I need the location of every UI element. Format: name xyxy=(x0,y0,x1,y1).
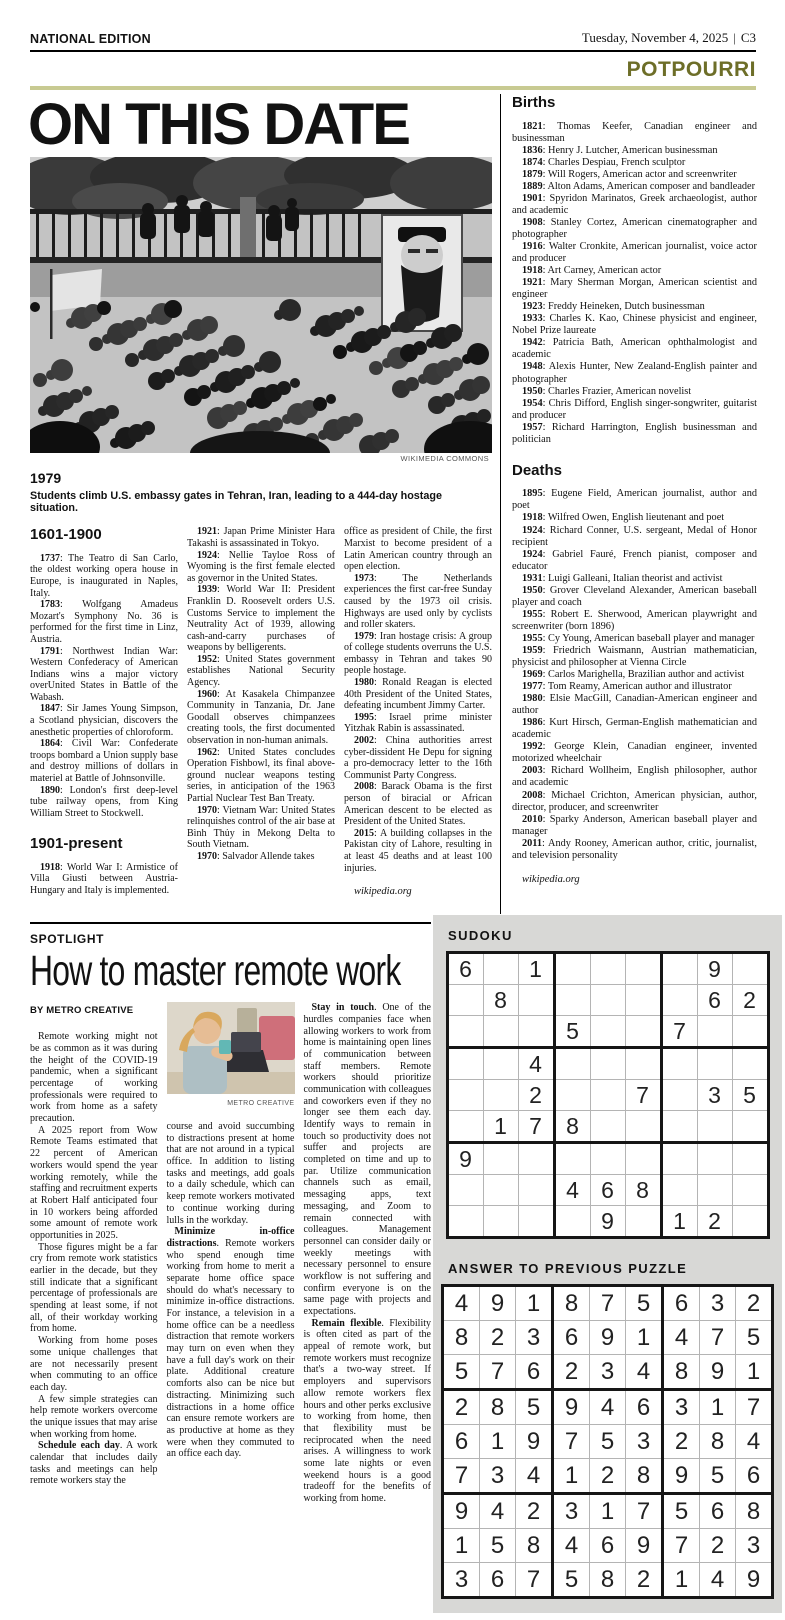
birth-entry: 1933: Charles K. Kao, Chinese physicist and engineer, Nobel Prize laureate xyxy=(512,313,757,337)
sudoku-cell xyxy=(590,1111,625,1143)
article-paragraph: A few simple strategies can help remote workers overcome the unique issues that may arise when working from home. xyxy=(30,1393,158,1440)
death-entry: 1977: Tom Reamy, American author and illustrator xyxy=(522,681,732,693)
sudoku-cell: 9 xyxy=(697,953,732,985)
sudoku-cell: 9 xyxy=(590,1206,625,1238)
sudoku-cell xyxy=(483,953,518,985)
death-entry: 2010: Sparky Anderson, American baseball player and manager xyxy=(512,813,757,837)
death-entry: 2008: Michael Crichton, American physician, author, director, producer, and screenwriter xyxy=(512,789,757,813)
sudoku-cell: 9 xyxy=(626,1529,663,1563)
sudoku-cell xyxy=(625,1048,661,1080)
death-entry: 1918: Wilfred Owen, English lieutenant and poet xyxy=(522,512,725,524)
birth-entry: 1921: Mary Sherman Morgan, American scientist and engineer xyxy=(512,277,757,301)
sudoku-cell: 5 xyxy=(732,1080,768,1111)
sudoku-cell: 9 xyxy=(663,1459,700,1494)
sudoku-cell: 6 xyxy=(516,1355,553,1390)
spotlight-text-1 xyxy=(30,1031,158,1487)
sudoku-cell: 2 xyxy=(736,1286,773,1321)
births-heading: Births xyxy=(512,94,556,111)
sudoku-cell: 8 xyxy=(663,1355,700,1390)
sudoku-cell xyxy=(625,1143,661,1175)
article-paragraph: Schedule each day. A work calendar that includes daily tasks and meetings can help remote workers stay the xyxy=(30,1440,158,1487)
sudoku-cell: 7 xyxy=(663,1529,700,1563)
event-entry: 1980: Ronald Reagan is elected 40th President of the United States, defeating incumbent Jimmy Carter. xyxy=(344,677,492,712)
birth-entry: 1836: Henry J. Lutcher, American businessman xyxy=(522,144,718,156)
birth-entry: 1916: Walter Cronkite, American journalist, voice actor and producer xyxy=(512,241,757,265)
spotlight-text-2 xyxy=(167,1121,295,1460)
article-paragraph: Those figures might be a far cry from remote work statistics earlier in the decade, but they still indicate that a significant percentage of professionals are spending at least some, if not all, of their workday working from home. xyxy=(30,1241,158,1335)
on-this-date-section xyxy=(28,92,492,934)
sudoku-cell: 3 xyxy=(553,1494,590,1529)
sudoku-answer-grid xyxy=(441,1284,774,1599)
embassy-photo-illustration xyxy=(30,157,492,453)
event-entry: 1979: Iran hostage crisis: A group of college students overruns the U.S. embassy in Tehran and takes 90 people hostage. xyxy=(344,630,492,677)
sudoku-cell xyxy=(625,1016,661,1048)
sudoku-cell: 4 xyxy=(553,1529,590,1563)
sudoku-cell: 5 xyxy=(553,1563,590,1598)
sudoku-cell xyxy=(554,953,590,985)
sudoku-cell xyxy=(625,1111,661,1143)
birth-entry: 1879: Will Rogers, American actor and screenwriter xyxy=(522,168,737,180)
sudoku-cell: 6 xyxy=(443,1425,480,1459)
death-entry: 2011: Andy Rooney, American author, critic, journalist, and television personality xyxy=(512,837,757,861)
spotlight-section xyxy=(30,932,431,1614)
sudoku-cell xyxy=(483,1143,518,1175)
sudoku-cell xyxy=(732,953,768,985)
sudoku-cell xyxy=(518,1206,554,1238)
sudoku-cell: 2 xyxy=(480,1321,516,1355)
source-attribution: wikipedia.org xyxy=(354,886,412,898)
birth-entry: 1957: Richard Harrington, English businessman and politician xyxy=(512,421,757,445)
sudoku-cell: 4 xyxy=(443,1286,480,1321)
sudoku-cell: 2 xyxy=(443,1390,480,1425)
sudoku-cell xyxy=(661,1111,697,1143)
sudoku-cell xyxy=(554,1080,590,1111)
spotlight-headline: How to master remote work xyxy=(30,947,401,995)
spotlight-column-1 xyxy=(30,1002,158,1614)
sudoku-cell xyxy=(518,1175,554,1206)
sudoku-cell: 2 xyxy=(518,1080,554,1111)
sudoku-cell xyxy=(661,1175,697,1206)
sudoku-cell xyxy=(590,1143,625,1175)
sudoku-cell: 1 xyxy=(663,1563,700,1598)
event-entry: 1962: United States concludes Operation Fishbowl, its final above-ground nuclear weapons testing series, in anticipation of the 1963 Partial Nuclear Test Ban Treaty. xyxy=(187,746,335,805)
sudoku-cell: 8 xyxy=(483,985,518,1016)
sudoku-cell xyxy=(625,953,661,985)
sudoku-cell: 4 xyxy=(700,1563,736,1598)
page-number: C3 xyxy=(740,30,756,45)
sudoku-cell: 3 xyxy=(663,1390,700,1425)
sudoku-cell: 6 xyxy=(700,1494,736,1529)
section-title: POTPOURRI xyxy=(626,58,756,81)
spotlight-rule xyxy=(30,922,431,924)
otd-column-1 xyxy=(30,526,178,934)
event-entry: 1995: Israel prime minister Yitzhak Rabin is assassinated. xyxy=(344,711,492,735)
sudoku-cell: 3 xyxy=(443,1563,480,1598)
sudoku-cell: 2 xyxy=(697,1206,732,1238)
event-entry: 1973: The Netherlands experiences the first car-free Sunday caused by the 1973 oil crisis. Highways are used only by cyclists and roller skaters. xyxy=(344,572,492,631)
sudoku-cell: 4 xyxy=(736,1425,773,1459)
sudoku-cell: 5 xyxy=(554,1016,590,1048)
sudoku-cell: 6 xyxy=(447,953,483,985)
death-entry: 1924: Richard Conner, U.S. sergeant, Medal of Honor recipient xyxy=(512,524,757,548)
sudoku-cell: 7 xyxy=(443,1459,480,1494)
births-list xyxy=(512,121,757,446)
sudoku-title: SUDOKU xyxy=(448,928,513,943)
sudoku-cell: 8 xyxy=(516,1529,553,1563)
article-paragraph: course and avoid succumbing to distractions present at home that are not around in a typical office. In addition to listing tasks and meetings, add goals to a daily schedule, which can keep remote workers motivated to continue working during lulls in the workday. xyxy=(166,1121,295,1226)
sudoku-cell: 8 xyxy=(553,1286,590,1321)
otd-column-3 xyxy=(344,526,492,934)
event-entry: 1924: Nellie Tayloe Ross of Wyoming is the first female elected as governor in the United States. xyxy=(187,549,335,584)
sudoku-cell xyxy=(554,1206,590,1238)
sudoku-cell xyxy=(661,1080,697,1111)
spotlight-column-2 xyxy=(167,1002,295,1614)
sudoku-cell xyxy=(732,1175,768,1206)
sudoku-cell: 9 xyxy=(443,1494,480,1529)
sudoku-cell xyxy=(590,1080,625,1111)
event-entry: 1864: Civil War: Confederate troops bombard a Union supply base and destroy millions of dollars in materiel at Battle of Johnsonville. xyxy=(30,738,178,785)
sudoku-cell: 1 xyxy=(518,953,554,985)
byline: BY METRO CREATIVE xyxy=(30,1005,134,1017)
spotlight-text-3 xyxy=(304,1002,432,1505)
caption-year: 1979 xyxy=(30,470,62,487)
death-entry: 1992: George Klein, Canadian engineer, invented motorized wheelchair xyxy=(512,741,757,765)
sudoku-cell xyxy=(447,1206,483,1238)
sudoku-cell xyxy=(590,1048,625,1080)
sudoku-cell: 6 xyxy=(736,1459,773,1494)
sudoku-cell: 2 xyxy=(553,1355,590,1390)
death-entry: 1955: Robert E. Sherwood, American playwright and screenwriter (born 1896) xyxy=(512,608,757,632)
event-entry: 2008: Barack Obama is the first person of biracial or African American descent to be elected as President of the United States. xyxy=(344,781,492,828)
sudoku-puzzle-grid xyxy=(446,951,770,1239)
event-entry: 2015: A building collapses in the Pakistan city of Lahore, resulting in at least 45 deaths and at least 100 injuries. xyxy=(344,827,492,874)
sudoku-cell: 8 xyxy=(443,1321,480,1355)
sudoku-cell: 9 xyxy=(736,1563,773,1598)
sudoku-cell xyxy=(732,1016,768,1048)
birth-entry: 1901: Spyridon Marinatos, Greek archaeologist, author and academic xyxy=(512,192,757,216)
sudoku-cell: 1 xyxy=(443,1529,480,1563)
sudoku-cell: 7 xyxy=(480,1355,516,1390)
death-entry: 2003: Richard Wollheim, English philosopher, author and academic xyxy=(512,765,757,789)
sudoku-cell: 1 xyxy=(626,1321,663,1355)
birth-entry: 1942: Patricia Bath, American ophthalmologist and academic xyxy=(512,337,757,361)
sudoku-cell: 9 xyxy=(516,1425,553,1459)
birth-entry: 1923: Freddy Heineken, Dutch businessman xyxy=(522,301,705,313)
sudoku-cell xyxy=(518,1143,554,1175)
sudoku-cell xyxy=(554,1048,590,1080)
sudoku-cell xyxy=(697,1175,732,1206)
sudoku-cell xyxy=(483,1048,518,1080)
sudoku-cell: 5 xyxy=(443,1355,480,1390)
sudoku-cell xyxy=(625,985,661,1016)
birth-entry: 1954: Chris Difford, English singer-songwriter, guitarist and producer xyxy=(512,397,757,421)
sudoku-panel xyxy=(433,915,782,1613)
spotlight-photo-credit: METRO CREATIVE xyxy=(227,1099,295,1107)
sudoku-cell: 1 xyxy=(516,1286,553,1321)
sudoku-cell: 6 xyxy=(626,1390,663,1425)
sudoku-cell xyxy=(483,1080,518,1111)
birth-entry: 1821: Thomas Keefer, Canadian engineer and businessman xyxy=(512,120,757,144)
on-this-date-columns xyxy=(30,526,492,934)
sudoku-cell xyxy=(447,1048,483,1080)
sudoku-cell: 5 xyxy=(736,1321,773,1355)
sudoku-cell: 4 xyxy=(516,1459,553,1494)
sudoku-cell xyxy=(518,1016,554,1048)
sudoku-cell: 9 xyxy=(480,1286,516,1321)
event-entry: 1960: At Kasakela Chimpanzee Community in Tanzania, Dr. Jane Goodall observes chimpanzees creating tools, the first documented observation in non-human animals. xyxy=(187,688,335,747)
sudoku-cell: 7 xyxy=(661,1016,697,1048)
sudoku-cell: 7 xyxy=(700,1321,736,1355)
sudoku-cell xyxy=(590,985,625,1016)
spotlight-kicker: SPOTLIGHT xyxy=(30,932,105,946)
spotlight-column-3 xyxy=(304,1002,432,1614)
event-entry: 1952: United States government establishes National Security Agency. xyxy=(187,653,335,689)
sudoku-cell: 3 xyxy=(480,1459,516,1494)
sudoku-cell: 8 xyxy=(554,1111,590,1143)
death-entry: 1955: Cy Young, American baseball player and manager xyxy=(522,632,755,644)
sudoku-cell xyxy=(697,1016,732,1048)
sudoku-cell: 1 xyxy=(480,1425,516,1459)
column-divider xyxy=(500,94,501,914)
article-paragraph: Remote working might not be as common as it was during the height of the COVID-19 pandemic, when a significant percentage of working professionals were required to work from home as a safety precaution. xyxy=(30,1031,158,1125)
event-entry: 1970: Vietnam War: United States relinquishes control of the air base at Bình Thủy in Mekong Delta to South Vietnam. xyxy=(187,804,335,851)
sudoku-cell: 4 xyxy=(554,1175,590,1206)
accent-bar xyxy=(30,86,756,90)
sudoku-cell: 7 xyxy=(518,1111,554,1143)
sudoku-cell xyxy=(732,1111,768,1143)
sudoku-cell: 3 xyxy=(700,1286,736,1321)
birth-entry: 1889: Alton Adams, American composer and bandleader xyxy=(522,180,756,192)
sudoku-cell: 1 xyxy=(590,1494,626,1529)
birth-entry: 1874: Charles Despiau, French sculptor xyxy=(522,156,686,168)
sudoku-cell: 7 xyxy=(625,1080,661,1111)
sudoku-cell: 6 xyxy=(697,985,732,1016)
sudoku-cell: 4 xyxy=(626,1355,663,1390)
sudoku-cell: 3 xyxy=(736,1529,773,1563)
sudoku-cell: 6 xyxy=(590,1175,625,1206)
sudoku-cell: 4 xyxy=(480,1494,516,1529)
events-1601-1900 xyxy=(30,553,178,820)
events-col3 xyxy=(344,526,492,874)
article-paragraph: Minimize in-office distractions. Remote workers who spend enough time working from home to merit a separate home office space should do what's necessary to minimize in-office distractions. For instance, a television in a home office can be a needless distraction that remote workers may turn on even when they have a full day's work on their plate. Additional creature comforts also can be nice but distracting. Minimizing such distractions in a home office can ensure remote workers are as productive at home as they were when they commuted to an office each day. xyxy=(166,1226,295,1460)
embassy-photo xyxy=(30,157,492,464)
sudoku-cell: 2 xyxy=(700,1529,736,1563)
sudoku-cell: 9 xyxy=(553,1390,590,1425)
heading-1901-present: 1901-present xyxy=(30,835,123,853)
dateline xyxy=(582,30,756,46)
page-header xyxy=(30,30,756,52)
event-entry: 1791: Northwest Indian War: Western Confederacy of American Indians wins a major victory overUnited States in Battle of the Wabash. xyxy=(30,645,178,703)
remote-work-photo xyxy=(167,1002,295,1108)
event-entry: 1890: London's first deep-level tube railway opens, from King William Street to Stockwell. xyxy=(30,784,178,819)
deaths-list xyxy=(512,488,757,861)
sudoku-cell xyxy=(697,1048,732,1080)
date-page-divider: | xyxy=(733,30,736,45)
otd-column-2 xyxy=(187,526,335,934)
sudoku-cell xyxy=(590,953,625,985)
sudoku-cell xyxy=(661,953,697,985)
sudoku-cell xyxy=(483,1175,518,1206)
event-entry: 1783: Wolfgang Amadeus Mozart's Symphony No. 36 is performed for the first time in Linz, Austria. xyxy=(30,599,178,645)
death-entry: 1969: Carlos Marighella, Brazilian author and activist xyxy=(522,669,745,681)
sudoku-cell: 5 xyxy=(516,1390,553,1425)
event-entry: 1737: The Teatro di San Carlo, the oldest working opera house in Europe, is inaugurated in Naples, Italy. xyxy=(30,552,178,599)
sudoku-cell: 4 xyxy=(518,1048,554,1080)
sudoku-cell: 6 xyxy=(663,1286,700,1321)
sudoku-cell: 3 xyxy=(626,1425,663,1459)
sudoku-cell: 3 xyxy=(516,1321,553,1355)
sudoku-cell xyxy=(661,1048,697,1080)
sudoku-cell: 4 xyxy=(663,1321,700,1355)
death-entry: 1931: Luigi Galleani, Italian theorist and activist xyxy=(522,572,723,584)
sudoku-cell: 5 xyxy=(663,1494,700,1529)
article-paragraph: Stay in touch. One of the hurdles companies face when allowing workers to work from home is maintaining open lines of communication between staff members. Remote workers should prioritize communication with colleagues and coworkers even if they no longer see them each day. Identify ways to remain in touch so productivity does not suffer and projects are completed on time and up to par. Utilize communication channels such as email, messaging apps, text messaging, and Zoom to remain connected with colleagues. Management personnel can consider daily or weekly meetings with necessary personnel to ensure workflow is not suffering and confirm everyone is on the same page with projects and expectations. xyxy=(303,1002,431,1318)
sudoku-cell xyxy=(447,1111,483,1143)
on-this-date-title: ON THIS DATE xyxy=(28,92,409,157)
article-paragraph: A 2025 report from Wow Remote Teams estimated that 22 percent of American workers would spend the year working remotely, while the staffing and recruitment experts at Robert Half anticipated four in 10 workers being afforded some amount of remote work opportunities in 2025. xyxy=(30,1124,158,1241)
sudoku-cell: 5 xyxy=(480,1529,516,1563)
spotlight-columns xyxy=(30,1002,431,1614)
sudoku-cell: 9 xyxy=(590,1321,626,1355)
event-entry: 1918: World War I: Armistice of Villa Giusti between Austria-Hungary and Italy is implemented. xyxy=(30,861,178,896)
sudoku-cell: 5 xyxy=(590,1425,626,1459)
sudoku-cell: 6 xyxy=(590,1529,626,1563)
sudoku-cell xyxy=(661,1143,697,1175)
birth-entry: 1908: Stanley Cortez, American cinematographer and photographer xyxy=(512,216,757,240)
sudoku-cell xyxy=(483,1206,518,1238)
event-entry: office as president of Chile, the first Marxist to become president of a Latin American country through an open election. xyxy=(344,526,492,573)
death-entry: 1980: Elsie MacGill, Canadian-American engineer and author xyxy=(512,693,757,717)
sudoku-cell xyxy=(447,1080,483,1111)
article-paragraph: Working from home poses some unique challenges that are not necessarily present when commuting to an office each day. xyxy=(30,1335,158,1393)
sudoku-cell: 1 xyxy=(553,1459,590,1494)
sudoku-cell xyxy=(447,1175,483,1206)
sudoku-cell xyxy=(447,1016,483,1048)
sudoku-cell xyxy=(732,1048,768,1080)
source-attribution: wikipedia.org xyxy=(522,873,580,885)
sudoku-cell: 1 xyxy=(700,1390,736,1425)
event-entry: 1921: Japan Prime Minister Hara Takashi is assassinated in Tokyo. xyxy=(187,526,335,549)
sudoku-cell xyxy=(447,985,483,1016)
sudoku-cell: 7 xyxy=(626,1494,663,1529)
event-entry: 1939: World War II: President Franklin D. Roosevelt orders U.S. Customs Service to implement the Neutrality Act of 1939, allowing cash-and-carry purchases of weapons by belligerents. xyxy=(187,584,335,654)
sudoku-cell: 4 xyxy=(590,1390,626,1425)
sudoku-cell: 1 xyxy=(483,1111,518,1143)
sudoku-cell: 2 xyxy=(732,985,768,1016)
sudoku-cell xyxy=(625,1206,661,1238)
sudoku-cell xyxy=(554,985,590,1016)
sudoku-cell: 8 xyxy=(736,1494,773,1529)
death-entry: 1986: Kurt Hirsch, German-English mathematician and academic xyxy=(512,717,757,741)
sudoku-cell: 3 xyxy=(697,1080,732,1111)
sudoku-cell xyxy=(483,1016,518,1048)
sudoku-cell: 8 xyxy=(626,1459,663,1494)
sudoku-cell xyxy=(661,985,697,1016)
sudoku-cell: 8 xyxy=(625,1175,661,1206)
sudoku-cell: 6 xyxy=(480,1563,516,1598)
heading-1601-1900: 1601-1900 xyxy=(30,526,102,544)
article-paragraph: Remain flexible. Flexibility is often cited as part of the appeal of remote work, but remote workers must recognize that's a two-way street. If employers and supervisors allow remote workers flex hours and other perks exclusive to working from home, then that flexibility must be reciprocated when the need arises. A willingness to work some late nights or even weekend hours is a good tradeoff for the benefits of working from home. xyxy=(303,1317,431,1505)
sudoku-cell: 2 xyxy=(516,1494,553,1529)
photo-caption: Students climb U.S. embassy gates in Tehran, Iran, leading to a 444-day hostage situation. xyxy=(30,490,442,515)
death-entry: 1895: Eugene Field, American journalist, author and poet xyxy=(512,488,757,512)
death-entry: 1924: Gabriel Fauré, French pianist, composer and educator xyxy=(512,548,757,572)
sudoku-cell: 7 xyxy=(590,1286,626,1321)
birth-entry: 1948: Alexis Hunter, New Zealand-English painter and photographer xyxy=(512,361,757,385)
events-col2 xyxy=(187,526,335,862)
sudoku-cell: 9 xyxy=(447,1143,483,1175)
sudoku-cell: 6 xyxy=(553,1321,590,1355)
sudoku-cell: 2 xyxy=(590,1459,626,1494)
sudoku-cell xyxy=(732,1143,768,1175)
edition-label: NATIONAL EDITION xyxy=(30,32,151,46)
sudoku-cell: 2 xyxy=(663,1425,700,1459)
remote-work-photo-illustration xyxy=(167,1002,295,1094)
date-text: Tuesday, November 4, 2025 xyxy=(581,30,729,45)
photo-credit: WIKIMEDIA COMMONS xyxy=(398,453,492,464)
sudoku-cell: 8 xyxy=(590,1563,626,1598)
sudoku-cell xyxy=(554,1143,590,1175)
birth-entry: 1918: Art Carney, American actor xyxy=(522,265,662,277)
deaths-heading: Deaths xyxy=(512,461,563,479)
sudoku-cell xyxy=(732,1206,768,1238)
sudoku-cell: 8 xyxy=(700,1425,736,1459)
sudoku-cell: 9 xyxy=(700,1355,736,1390)
sudoku-cell xyxy=(697,1143,732,1175)
sudoku-cell: 5 xyxy=(700,1459,736,1494)
event-entry: 2002: China authorities arrest cyber-dissident He Depu for signing a pro-democracy letter to the 16th Communist Party Congress. xyxy=(344,735,492,781)
sudoku-cell: 7 xyxy=(736,1390,773,1425)
events-1901-present xyxy=(30,862,178,897)
sudoku-cell xyxy=(518,985,554,1016)
sudoku-cell xyxy=(697,1111,732,1143)
sudoku-answer-title: ANSWER TO PREVIOUS PUZZLE xyxy=(448,1261,688,1276)
births-deaths-column xyxy=(512,94,757,886)
sudoku-cell: 2 xyxy=(626,1563,663,1598)
death-entry: 1950: Grover Cleveland Alexander, American baseball player and coach xyxy=(512,584,757,608)
sudoku-cell: 1 xyxy=(661,1206,697,1238)
sudoku-cell: 3 xyxy=(590,1355,626,1390)
sudoku-cell: 1 xyxy=(736,1355,773,1390)
sudoku-cell: 8 xyxy=(480,1390,516,1425)
sudoku-cell: 7 xyxy=(553,1425,590,1459)
event-entry: 1847: Sir James Young Simpson, a Scotland physician, discovers the anesthetic properties of chloroform. xyxy=(30,703,178,738)
sudoku-cell: 7 xyxy=(516,1563,553,1598)
event-entry: 1970: Salvador Allende takes xyxy=(197,850,315,862)
death-entry: 1959: Friedrich Waismann, Austrian mathematician, physicist and philosopher at Vienna Circle xyxy=(512,644,757,669)
sudoku-cell xyxy=(590,1016,625,1048)
birth-entry: 1950: Charles Frazier, American novelist xyxy=(522,385,692,397)
sudoku-cell: 5 xyxy=(626,1286,663,1321)
